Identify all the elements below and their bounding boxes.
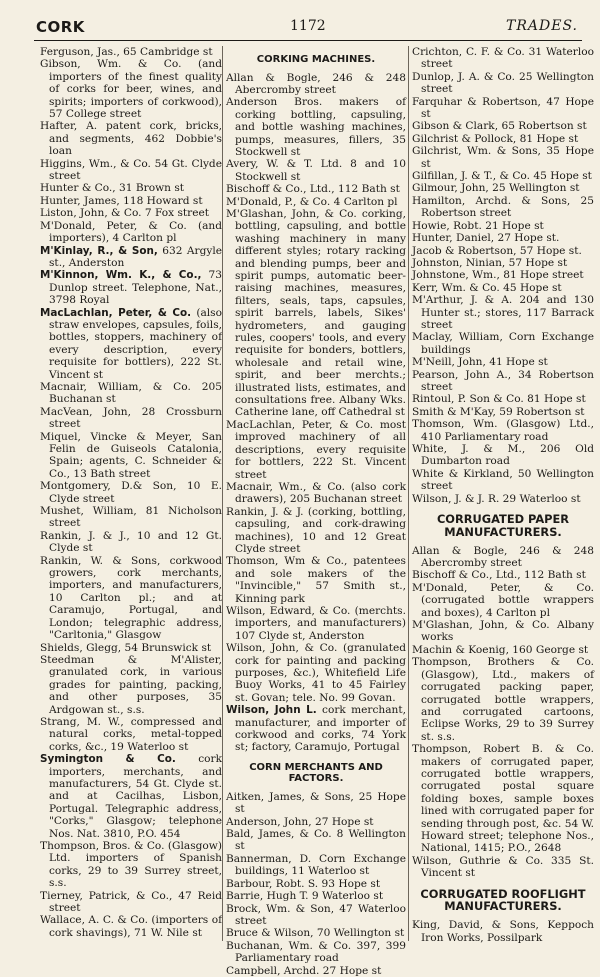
directory-entry: Campbell, Archd. 27 Hope st bbox=[226, 964, 382, 977]
directory-entry: Wilson, Edward, & Co. (merchts. importers, and manufacturers) 107 Clyde st, Anderston bbox=[226, 604, 406, 642]
directory-entry: Ferguson, Jas., 65 Cambridge st bbox=[40, 46, 213, 58]
directory-entry: Rintoul, P. Son & Co. 81 Hope st bbox=[412, 393, 586, 406]
directory-entry: Thomson, Wm & Co., patentees and sole makers of the "Invincible," 57 Smith st., Kinning park bbox=[226, 555, 406, 605]
section-heading: CORKING MACHINES. bbox=[256, 54, 376, 65]
directory-entry bbox=[226, 704, 406, 754]
directory-entry: Buchanan, Wm. & Co. 397, 399 Parliamentary road bbox=[226, 939, 406, 965]
directory-entry: M'Glashan, John, & Co. Albany works bbox=[412, 619, 594, 644]
directory-entry: Allan & Bogle, 246 & 248 Abercromby street bbox=[412, 544, 594, 570]
directory-entry: Bischoff & Co., Ltd., 112 Bath st bbox=[412, 569, 586, 582]
directory-entry: Jacob & Robertson, 57 Hope st. bbox=[412, 244, 582, 257]
directory-entry: Howie, Robt. 21 Hope st bbox=[412, 219, 544, 232]
directory-entry bbox=[40, 269, 222, 306]
directory-entry: Bischoff & Co., Ltd., 112 Bath st bbox=[226, 183, 400, 196]
directory-entry: M'Donald, Peter, & Co. (corrugated bottle wrappers and boxes), 4 Carlton pl bbox=[412, 581, 594, 619]
directory-entry: Macnair, Wm., & Co. (also cork drawers), 205 Buchanan street bbox=[226, 480, 406, 506]
directory-entry: Johnston, Ninian, 57 Hope st bbox=[412, 256, 568, 269]
directory-entry: Dunlop, J. A. & Co. 25 Wellington street bbox=[412, 70, 594, 96]
directory-entry: Aitken, James, & Sons, 25 Hope st bbox=[226, 790, 406, 816]
directory-entry: Bruce & Wilson, 70 Wellington st bbox=[226, 927, 405, 940]
directory-entry: M'Neill, John, 41 Hope st bbox=[412, 356, 548, 369]
directory-entry: Wilson, J. & J. R. 29 Waterloo st bbox=[412, 492, 581, 505]
directory-entry: Machin & Koenig, 160 George st bbox=[412, 643, 589, 656]
directory-entry: Pearson, John A., 34 Robertson street bbox=[412, 368, 594, 393]
directory-entry: Avery, W. & T. Ltd. 8 and 10 Stockwell st bbox=[226, 158, 406, 183]
entry-name-bold: MacLachlan, Peter, & Co. bbox=[40, 306, 192, 319]
directory-entry: Kerr, Wm. & Co. 45 Hope st bbox=[412, 281, 562, 294]
entry-details: (also straw envelopes, capsules, foils, bottles, stoppers, machinery of every description, every requisite for bottlers), 222 St. Vincent st bbox=[49, 306, 222, 381]
directory-entry: Barrie, Hugh T. 9 Waterloo st bbox=[226, 890, 384, 903]
directory-entry: M'Arthur, J. & A. 204 and 130 Hunter st.; stores, 117 Barrack street bbox=[412, 294, 594, 331]
section-heading: CORRUGATED PAPER MANUFACTURERS. bbox=[436, 512, 570, 539]
directory-entry: Bannerman, D. Corn Exchange buildings, 11 Waterloo st bbox=[226, 852, 406, 878]
directory-entry: Liston, John, & Co. 7 Fox street bbox=[40, 207, 210, 220]
column-divider-1 bbox=[222, 46, 223, 941]
directory-entry: Gilmour, John, 25 Wellington st bbox=[412, 182, 580, 195]
directory-entry: Wallace, A. C. & Co. (importers of cork shavings), 71 W. Nile st bbox=[40, 914, 222, 939]
directory-entry: Allan & Bogle, 246 & 248 Abercromby street bbox=[226, 71, 406, 96]
directory-entry: Montgomery, D.& Son, 10 E. Clyde street bbox=[40, 480, 222, 505]
directory-entry: Anderson Bros. makers of corking bottling, capsuling, and bottle washing machines, pumps, measures, fillers, 35 Stockwell st bbox=[226, 96, 406, 158]
directory-entry: Hunter, Daniel, 27 Hope st. bbox=[412, 232, 560, 245]
header-category: TRADES. bbox=[506, 18, 578, 34]
section-heading: CORN MERCHANTS AND FACTORS. bbox=[249, 761, 383, 785]
section-heading: CORRUGATED ROOFLIGHT MANUFACTURERS. bbox=[420, 886, 586, 914]
column-divider-2 bbox=[408, 46, 409, 941]
directory-entry: Johnstone, Wm., 81 Hope street bbox=[412, 269, 584, 282]
directory-entry: Brock, Wm. & Son, 47 Waterloo street bbox=[226, 902, 406, 927]
directory-entry: Gilchrist & Pollock, 81 Hope st bbox=[412, 132, 579, 145]
directory-entry: King, David, & Sons, Keppoch Iron Works, Possilpark bbox=[412, 919, 594, 944]
directory-entry: Hunter, James, 118 Howard st bbox=[40, 194, 203, 207]
directory-entry: MacLachlan, Peter, & Co. most improved machinery of all descriptions, every requisite for bottlers, 222 St. Vincent street bbox=[226, 418, 406, 481]
directory-entry: Rankin, W. & Sons, corkwood growers, cork merchants, importers, and manufacturers, 10 Carlton pl.; and at Caramujo, Portugal, and London; telegraphic address, "Carltonia," Glasgow bbox=[40, 554, 222, 642]
entry-details: 632 Argyle st., Anderston bbox=[49, 244, 222, 269]
directory-entry: Macnair, William, & Co. 205 Buchanan st bbox=[40, 380, 222, 406]
column-3 bbox=[412, 46, 594, 944]
directory-entry: Thompson, Bros. & Co. (Glasgow) Ltd. importers of Spanish corks, 29 to 39 Surrey street, s.s. bbox=[40, 840, 222, 890]
directory-entry: Gilfillan, J. & T., & Co. 45 Hope st bbox=[412, 170, 592, 183]
directory-entry: Miquel, Vincke & Meyer, San Felin de Guiseols Catalonia, Spain; agents, C. Schneider & Co., 13 Bath street bbox=[40, 430, 222, 480]
header-section-title: CORK bbox=[36, 18, 85, 36]
directory-entry: Thompson, Robert B. & Co. makers of corrugated paper, corrugated bottle wrappers, corrugated postal square folding boxes, sample boxes lined with corrugated paper for sending through post, &c. 54 W. Howard street; telephone Nos., National, 1415; P.O., 2648 bbox=[412, 743, 594, 855]
directory-entry: Anderson, John, 27 Hope st bbox=[226, 815, 374, 828]
directory-entry: Tierney, Patrick, & Co., 47 Reid street bbox=[40, 889, 222, 915]
directory-entry: Wilson, John, & Co. (granulated cork for painting and packing purposes, &c.), Whitefield Life Buoy Works, 41 to 45 Fairley st. Govan; tele. No. 99 Govan. bbox=[226, 642, 406, 704]
directory-entry: MacVean, John, 28 Crossburn street bbox=[40, 405, 222, 431]
directory-entry: Mushet, William, 81 Nicholson street bbox=[40, 505, 222, 530]
directory-entry: Bald, James, & Co. 8 Wellington st bbox=[226, 828, 406, 853]
directory-entry: M'Donald, Peter, & Co. (and importers), 4 Carlton pl bbox=[40, 219, 222, 245]
directory-entry: Higgins, Wm., & Co. 54 Gt. Clyde street bbox=[40, 157, 222, 183]
directory-entry: Gibson, Wm. & Co. (and importers of the finest quality of corks for beer, wines, and spirits; importers of corkwood), 57 College street bbox=[40, 58, 222, 121]
header-rule bbox=[34, 40, 582, 41]
directory-entry: Rankin, J. & J., 10 and 12 Gt. Clyde st bbox=[40, 529, 222, 555]
entry-name-bold: M'Kinlay, R., & Son, bbox=[40, 244, 158, 257]
directory-entry: Gibson & Clark, 65 Robertson st bbox=[412, 120, 587, 133]
directory-entry: Hafter, A. patent cork, bricks, and segments, 462 Dobbie's loan bbox=[40, 120, 222, 158]
directory-entry: White, J. & M., 206 Old Dumbarton road bbox=[412, 443, 594, 468]
directory-entry bbox=[40, 245, 222, 270]
entry-details: cork merchant, manufacturer, and importer of corkwood and corks, 74 York st; factory, Caramujo, Portugal bbox=[235, 704, 406, 754]
directory-entry: Hamilton, Archd. & Sons, 25 Robertson street bbox=[412, 194, 594, 220]
directory-entry: Smith & M'Kay, 59 Robertson st bbox=[412, 405, 585, 418]
entry-details: cork importers, merchants, and manufacturers, 54 Gt. Clyde st. and at Cacilhas, Lisbon, Portugal. Telegraphic address, "Corks," Glasgow; telephone Nos. Nat. 3810, P.O. 454 bbox=[49, 753, 222, 840]
directory-entry: Thompson, Brothers & Co. (Glasgow), Ltd., makers of corrugated packing paper, corrugated bottle wrappers, and corrugated cartoons, Eclipse Works, 29 to 39 Surrey st. s.s. bbox=[412, 656, 594, 743]
entry-name-bold: M'Kinnon, Wm. K., & Co., bbox=[40, 269, 202, 282]
directory-entry: M'Donald, P., & Co. 4 Carlton pl bbox=[226, 195, 398, 208]
entry-name-bold: Symington & Co. bbox=[40, 753, 176, 766]
directory-entry: Farquhar & Robertson, 47 Hope st bbox=[412, 95, 594, 121]
page-number: 1172 bbox=[290, 18, 326, 34]
directory-entry: Steedman & M'Alister, granulated cork, in various grades for painting, packing, and other purposes, 35 Ardgowan st., s.s. bbox=[40, 653, 222, 716]
directory-entry: Gilchrist, Wm. & Sons, 35 Hope st bbox=[412, 145, 594, 170]
entry-name-bold: Wilson, John L. bbox=[226, 704, 317, 717]
directory-entry: White & Kirkland, 50 Wellington street bbox=[412, 467, 594, 493]
directory-entry bbox=[40, 307, 222, 381]
directory-entry: Wilson, Guthrie & Co. 335 St. Vincent st bbox=[412, 854, 594, 880]
directory-entry: M'Glashan, John, & Co. corking, bottling, capsuling, and bottle washing machinery in many different styles; rotary racking and blending pumps, beer and spirit pumps, automatic beer-raising machines, measures, filters, seals, taps, capsules, spirit barrels, labels, Sikes' hydrometers, and gauging rules, coopers' tools, and every requisite for bonders, bottlers, wholesale and retail wine, spirit, and beer merchts.; illustrated lists, estimates, and consultations free. Albany Wks. Catherine lane, off Cathedral st bbox=[226, 207, 406, 419]
directory-entry bbox=[40, 753, 222, 840]
directory-entry: Thomson, Wm. (Glasgow) Ltd., 410 Parliamentary road bbox=[412, 418, 594, 443]
column-2 bbox=[226, 46, 406, 977]
directory-entry: Rankin, J. & J. (corking, bottling, capsuling, and cork-drawing machines), 10 and 12 Great Clyde street bbox=[226, 505, 406, 555]
entry-details: 73 Dunlop street. Telephone, Nat., 3798 Royal bbox=[49, 269, 222, 307]
column-1 bbox=[40, 46, 222, 941]
directory-entry: Maclay, William, Corn Exchange buildings bbox=[412, 331, 594, 356]
directory-entry: Strang, M. W., compressed and natural corks, metal-topped corks, &c., 19 Waterloo st bbox=[40, 715, 222, 753]
directory-entry: Hunter & Co., 31 Brown st bbox=[40, 182, 185, 195]
directory-entry: Shields, Glegg, 54 Brunswick st bbox=[40, 641, 212, 654]
directory-entry: Barbour, Robt. S. 93 Hope st bbox=[226, 877, 381, 890]
page-header bbox=[0, 0, 600, 40]
directory-entry: Crichton, C. F. & Co. 31 Waterloo street bbox=[412, 46, 594, 71]
